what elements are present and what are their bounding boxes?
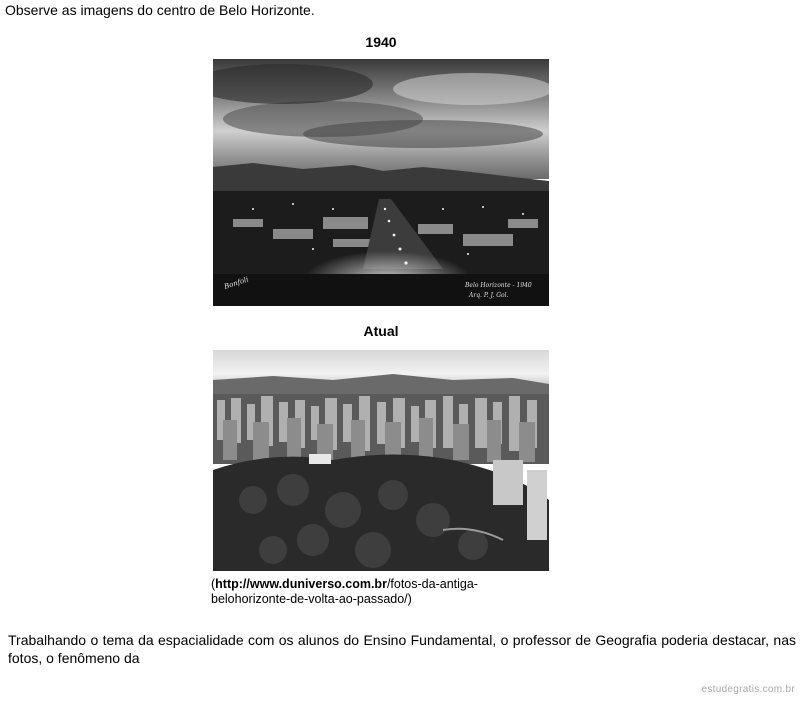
- caption-1940: 1940: [365, 34, 397, 50]
- photo-1940-belo-horizonte: [213, 59, 549, 306]
- signature-right-2: Arq. P. J. Gol.: [469, 292, 509, 299]
- question-text: Trabalhando o tema da espacialidade com os alunos do Ensino Fundamental, o professor de Geografia poderia destacar, nas fotos, o fenômeno da: [8, 632, 796, 666]
- signature-left: Bonfoli: [223, 275, 250, 291]
- photo-atual-belo-horizonte: [213, 350, 549, 571]
- image-source-link[interactable]: [211, 577, 556, 607]
- source-path: /fotos-da-antiga-belohorizonte-de-volta-ao-passado/): [211, 577, 478, 606]
- source-domain: http://www.duniverso.com.br: [215, 577, 387, 591]
- source-open-paren: (: [211, 577, 216, 591]
- caption-atual: Atual: [363, 323, 399, 339]
- signature-right-1: Belo Horizonte - 1940: [465, 282, 532, 289]
- footer-watermark: estudegratis.com.br: [701, 684, 795, 695]
- intro-text: Observe as imagens do centro de Belo Horizonte.: [5, 2, 315, 18]
